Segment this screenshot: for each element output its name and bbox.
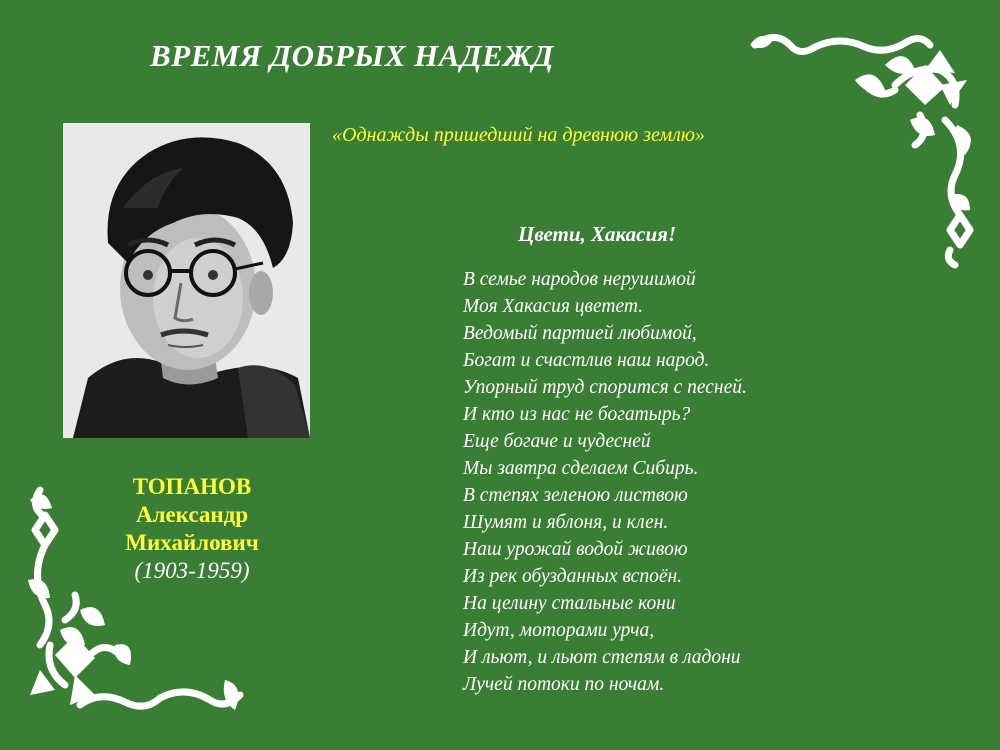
poem-line: Из рек обузданных вспоён. xyxy=(463,566,683,587)
author-first-name: Александр xyxy=(135,502,249,527)
poem-line: И льют, и льют степям в ладони xyxy=(463,647,741,668)
poem-line: Упорный труд спорится с песней. xyxy=(463,377,747,398)
poem-line: Моя Хакасия цветет. xyxy=(463,296,644,317)
poem-line: На целину стальные кони xyxy=(463,593,676,614)
author-portrait xyxy=(63,123,310,438)
slide-title: ВРЕМЯ ДОБРЫХ НАДЕЖД xyxy=(150,38,554,73)
poem-line: Еще богаче и чудесней xyxy=(463,431,651,452)
poem-line: Наш урожай водой живою xyxy=(463,539,688,560)
floral-ornament-icon xyxy=(20,480,250,725)
poem-line: Мы завтра сделаем Сибирь. xyxy=(463,458,699,479)
poem-line: Идут, моторами урча, xyxy=(463,620,655,641)
poem-body xyxy=(463,266,747,698)
portrait-image xyxy=(63,123,310,438)
poem-line: И кто из нас не богатырь? xyxy=(463,404,691,425)
author-years: (1903-1959) xyxy=(134,558,250,583)
slide-subtitle: «Однажды пришедший на древнюю землю» xyxy=(332,124,705,146)
poem-line: Шумят и яблоня, и клен. xyxy=(463,512,669,533)
poem-line: Богат и счастлив наш народ. xyxy=(463,350,710,371)
poem-line: В семье народов нерушимой xyxy=(463,269,696,290)
author-surname: ТОПАНОВ xyxy=(132,474,252,499)
floral-ornament-icon xyxy=(745,25,985,270)
poem-title: Цвети, Хакасия! xyxy=(518,222,677,246)
author-patronymic: Михайлович xyxy=(125,530,259,555)
poem-line: Ведомый партией любимой, xyxy=(463,323,697,344)
poem-line: В степях зеленою листвою xyxy=(463,485,688,506)
poem-line: Лучей потоки по ночам. xyxy=(463,674,665,695)
